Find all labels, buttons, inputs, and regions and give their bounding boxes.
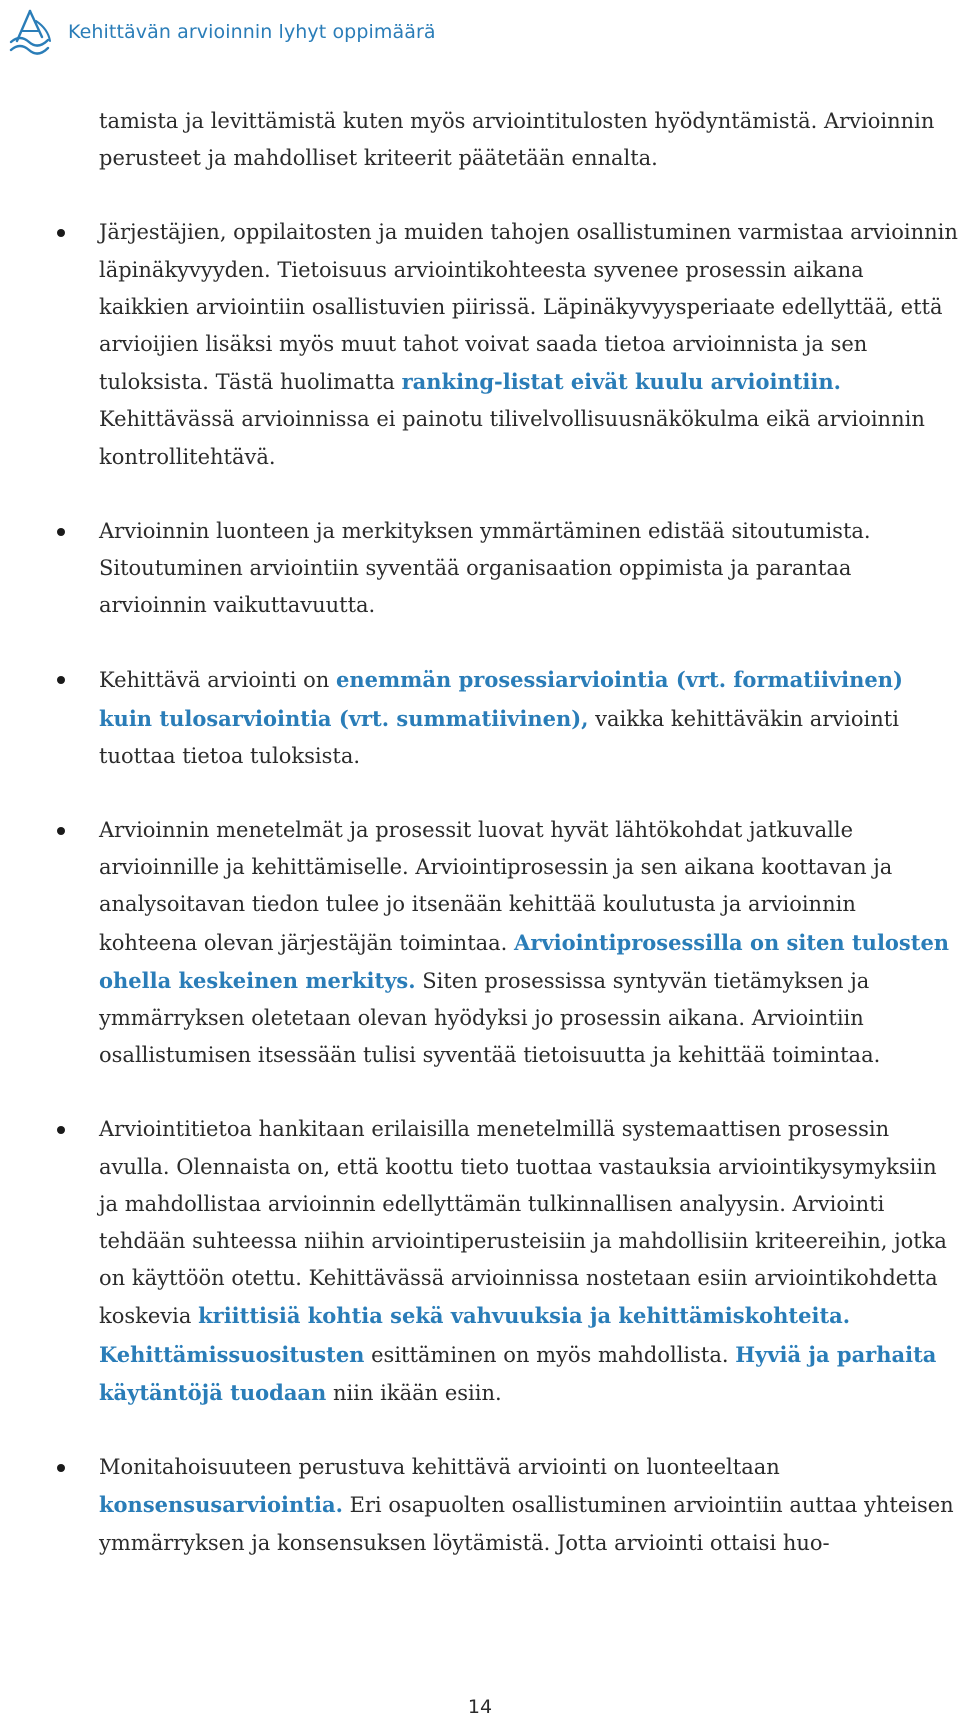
header-title: Kehittävän arvioinnin lyhyt oppimäärä: [68, 21, 436, 43]
body-text: Järjestäjien, oppilaitosten ja muiden tahojen osallistuminen varmistaa arvioinnin läpinäkyvyyden. Tietoisuus arviointikohteesta syvenee prosessin aikana kaikkien arviointiin osallistuvien piirissä. Läpinäkyvyysperiaate edellyttää, että arvioijien lisäksi myös muut tahot voivat saada tietoa arvioinnista ja sen tuloksista. Tästä huolimatta: [99, 220, 958, 395]
page-number: 14: [467, 1696, 493, 1714]
bullet-item: [99, 513, 959, 625]
bullet-item: [99, 812, 959, 1074]
body-text: esittäminen on myös mahdollista.: [364, 1342, 736, 1367]
bullet-dot-icon: [57, 1126, 65, 1134]
highlighted-text: konsensusarviointia.: [99, 1492, 343, 1518]
bullet-item: [99, 661, 959, 775]
body-text: Monitahoisuuteen perustuva kehittävä arviointi on luonteeltaan: [99, 1455, 780, 1480]
body-text: Arvioinnin luonteen ja merkityksen ymmärtäminen edistää sitoutumista. Sitoutuminen arviointiin syventää organisaation oppimista ja parantaa arvioinnin vaikuttavuutta.: [99, 518, 871, 618]
bullet-dot-icon: [57, 229, 65, 237]
body-text: niin ikään esiin.: [326, 1380, 502, 1405]
highlighted-text: Arviointiprosessilla on siten tulosten ohella keskeinen merkitys.: [99, 929, 950, 993]
bullet-item: [99, 1449, 959, 1562]
bullet-dot-icon: [57, 676, 65, 684]
highlighted-text: enemmän prosessiarviointia (vrt. formatiivinen) kuin tulosarviointia (vrt. summatiivinen),: [99, 667, 903, 731]
body-text: Siten prosessissa syntyvän tietämyksen ja ymmärryksen oletetaan olevan hyödyksi jo prosessin aikana. Arviointiin osallistumisen itsessään tulisi syventää tietoisuutta ja kehittää toimintaa.: [99, 968, 881, 1068]
highlighted-text: Hyviä ja parhaita käytäntöjä tuodaan: [99, 1341, 937, 1405]
bullet-item: [99, 1111, 959, 1412]
bullet-dot-icon: [57, 1464, 65, 1472]
bullet-dot-icon: [57, 528, 65, 536]
logo-icon: [8, 7, 56, 57]
bullet-item: [99, 214, 959, 475]
highlighted-text: ranking-listat eivät kuulu arviointiin.: [401, 369, 841, 395]
body-text: vaikka kehittäväkin arviointi tuottaa tietoa tuloksista.: [99, 706, 899, 768]
body-text: Kehittävä arviointi on: [99, 668, 336, 693]
main-content: [99, 103, 959, 1562]
bullet-dot-icon: [57, 827, 65, 835]
body-text: Kehittävässä arvioinnissa ei painotu tilivelvollisuusnäkökulma eikä arvioinnin kontrollitehtävä.: [99, 407, 925, 469]
highlighted-text: Kehittämissuositusten: [99, 1341, 365, 1367]
highlighted-text: kriittisiä kohtia sekä vahvuuksia ja kehittämiskohteita.: [198, 1303, 851, 1329]
bullet-list: [99, 214, 959, 1561]
page-header: [8, 6, 436, 58]
body-text: Arvioinnin menetelmät ja prosessit luovat hyvät lähtökohdat jatkuvalle arvioinnille ja kehittämiselle. Arviointiprosessin ja sen aikana koottavan ja analysoitavan tiedon tulee jo itsenään kehittää koulutusta ja arvioinnin kohteena olevan järjestäjän toimintaa.: [99, 818, 893, 955]
body-text: Arviointitietoa hankitaan erilaisilla menetelmillä systemaattisen prosessin avulla. Olennaista on, että koottu tieto tuottaa vastauksia arviointikysymyksiin ja mahdollistaa arvioinnin edellyttämän tulkinnallisen analyysin. Arviointi tehdään suhteessa niihin arviointiperusteisiin ja mahdollisiin kriteereihin, jotka on käyttöön otettu. Kehittävässä arvioinnissa nostetaan esiin arviointikohdetta koskevia: [99, 1117, 947, 1329]
body-text: Eri osapuolten osallistuminen arviointiin auttaa yhteisen ymmärryksen ja konsensuksen löytämistä. Jotta arviointi ottaisi huo-: [99, 1493, 954, 1555]
intro-paragraph: tamista ja levittämistä kuten myös arviointitulosten hyödyntämistä. Arvioinnin perusteet ja mahdolliset kriteerit päätetään ennalta.: [99, 109, 935, 171]
